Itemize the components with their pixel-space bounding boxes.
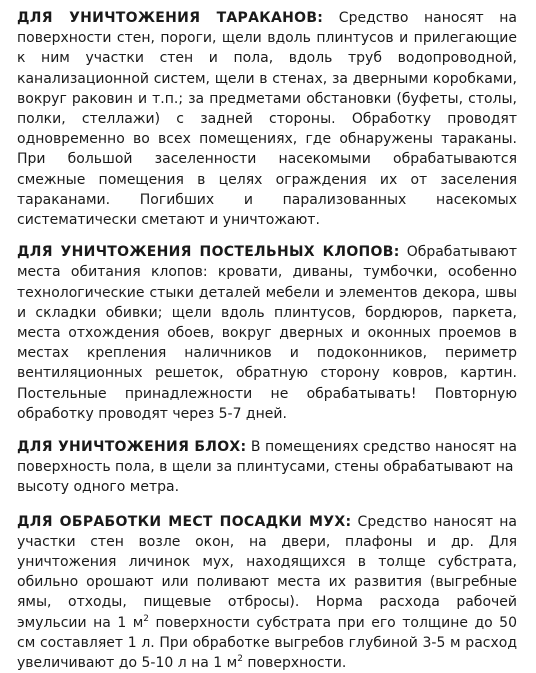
section-bedbugs	[17, 242, 517, 424]
section-heading: ДЛЯ ОБРАБОТКИ МЕСТ ПОСАДКИ МУХ:	[17, 513, 352, 530]
section-body-part-1: Средство наносят на участки стен возле окон, на двери, плафоны и др. Для уничтожения личинок мух, находящихся в толще субстрата, обильно орошают или поливают места их развития (выгребные ямы, отходы, пищевые отбросы). Норма расхода рабочей эмульсии на 1 м	[17, 513, 517, 631]
section-body-part-2: поверхности субстрата при его толщине до 50 см составляет 1 л. При обработке выгребов глубиной 3-5 м расход увеличивают до 5-10 л на 1 м	[17, 614, 517, 672]
instructions-document	[17, 8, 517, 673]
section-heading: ДЛЯ УНИЧТОЖЕНИЯ ПОСТЕЛЬНЫХ КЛОПОВ:	[17, 244, 400, 261]
section-flies	[17, 512, 517, 673]
section-cockroaches	[17, 8, 517, 230]
section-body-part-3: поверхности.	[242, 655, 347, 672]
superscript-squared: 2	[143, 613, 150, 624]
section-heading: ДЛЯ УНИЧТОЖЕНИЯ БЛОХ:	[17, 439, 247, 456]
superscript-squared: 2	[237, 654, 243, 665]
section-body: Средство наносят на поверхности стен, пороги, щели вдоль плинтусов и прилегающие к ним участки стен и пола, вдоль труб водопроводной, канализационной систем, щели в стенах, за дверными коробками, вокруг раковин и т.п.; за предметами обстановки (буфеты, столы, полки, стеллажи) с задней стороны. Обработку проводят одновременно во всех помещениях, где обнаружены тараканы. При большой заселенности насекомыми обрабатываются смежные помещения в целях ограждения их от заселения тараканами. Погибших и парализованных насекомых систематически сметают и уничтожают.	[17, 10, 518, 229]
section-body: В помещениях средство наносят на поверхность пола, в щели за плинтусами, стены обрабатывают на высоту одного метра.	[17, 439, 517, 496]
section-heading: ДЛЯ УНИЧТОЖЕНИЯ ТАРАКАНОВ:	[17, 10, 324, 26]
section-fleas	[17, 437, 517, 498]
section-body: Обрабатывают места обитания клопов: кровати, диваны, тумбочки, особенно технологические стыки деталей мебели и элементов декора, швы и складки обивки; щели вдоль плинтусов, бордюров, паркета, места отхождения обоев, вокруг дверных и оконных проемов в местах крепления наличников и подоконников, периметр вентиляционных решеток, обратную сторону ковров, картин. Постельные принадлежности не обрабатывать! Повторную обработку проводят через 5-7 дней.	[17, 244, 517, 422]
